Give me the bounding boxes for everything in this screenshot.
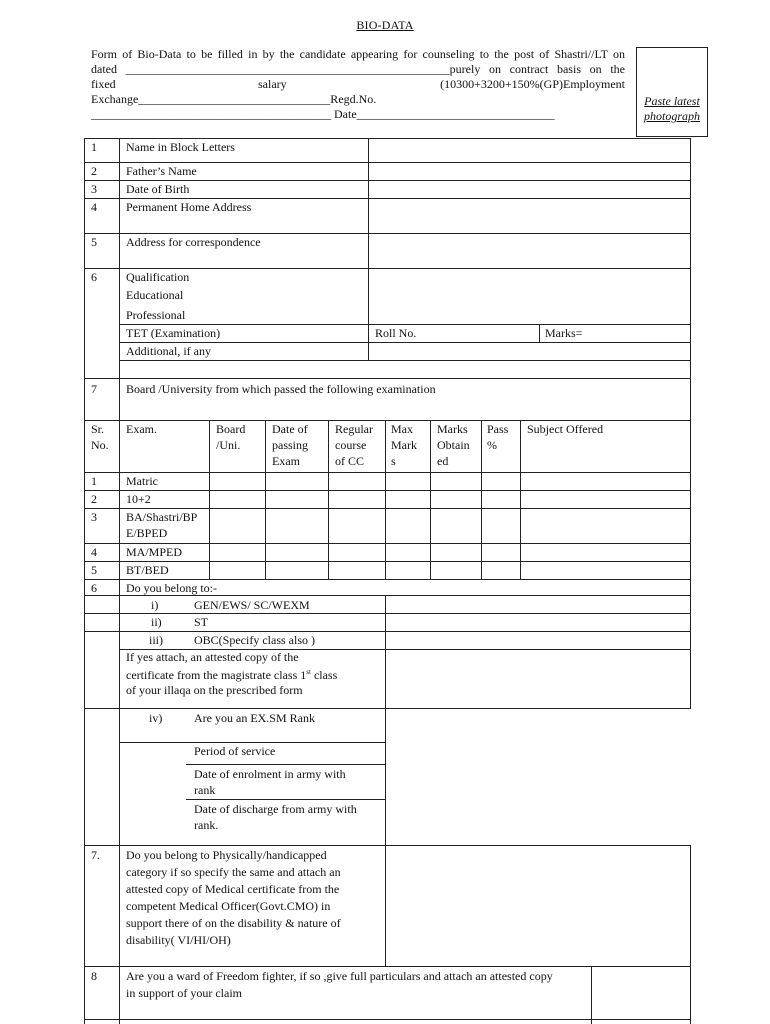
intro-line-2: dated ______________________________________________________purely on contract basis on the bbox=[91, 62, 625, 76]
correspondence-address-field[interactable] bbox=[369, 234, 690, 268]
intro-fixed: fixed bbox=[91, 77, 116, 91]
col-sr-header: Sr. No. bbox=[91, 422, 109, 452]
exam-row-name: BT/BED bbox=[126, 563, 169, 577]
intro-paragraph bbox=[91, 47, 625, 122]
intro-line-4: Exchange________________________________Regd.No. bbox=[91, 92, 377, 106]
tet-label: TET (Examination) bbox=[126, 326, 221, 340]
exsm-number: iv) bbox=[149, 711, 163, 725]
photo-box[interactable] bbox=[636, 47, 708, 137]
dob-label: Date of Birth bbox=[126, 182, 190, 196]
row-2-number: 2 bbox=[91, 164, 97, 178]
additional-label: Additional, if any bbox=[126, 344, 211, 358]
intro-line-1: Form of Bio-Data to be filled in by the candidate appearing for counseling to the post of Shastri//LT on bbox=[91, 47, 625, 61]
freedom-fighter-number: 8 bbox=[91, 969, 97, 983]
category-st-option: ST bbox=[194, 615, 209, 629]
father-name-field[interactable] bbox=[369, 163, 690, 180]
dob-field[interactable] bbox=[369, 181, 690, 198]
col-max-marks-header: Max Mark s bbox=[391, 422, 417, 468]
row-5-number: 5 bbox=[91, 235, 97, 249]
board-university-label: Board /University from which passed the following examination bbox=[126, 382, 436, 396]
intro-pay-scale: (10300+3200+150%(GP)Employment bbox=[440, 77, 625, 91]
col-board-header: Board /Uni. bbox=[216, 422, 246, 452]
category-i-number: i) bbox=[151, 598, 159, 612]
exam-row-number: 2 bbox=[91, 492, 97, 506]
handicap-field[interactable] bbox=[386, 846, 690, 966]
exam-row-name: MA/MPED bbox=[126, 545, 183, 559]
exam-row-number: 5 bbox=[91, 563, 97, 577]
handicap-question: Do you belong to Physically/handicapped category if so specify the same and attach an attested copy of Medical certificate from the competent Medical Officer(Govt.CMO) in support there of on the disability & nature of disability( VI/HI/OH) bbox=[126, 848, 341, 947]
correspondence-address-label: Address for correspondence bbox=[126, 235, 261, 249]
freedom-fighter-field[interactable] bbox=[592, 967, 690, 1019]
exam-row-name: 10+2 bbox=[126, 492, 151, 506]
category-attach-instructions: If yes attach, an attested copy of the certificate from the magistrate class 1st class of your illaqa on the prescribed form bbox=[126, 650, 338, 697]
category-question: Do you belong to:- bbox=[126, 581, 217, 595]
home-address-field[interactable] bbox=[369, 199, 690, 233]
professional-label: Professional bbox=[126, 308, 186, 322]
page-title: BIO-DATA bbox=[356, 18, 414, 32]
educational-label: Educational bbox=[126, 288, 184, 302]
name-field[interactable] bbox=[369, 139, 690, 162]
qualification-field[interactable] bbox=[369, 269, 690, 324]
home-address-label: Permanent Home Address bbox=[126, 200, 252, 214]
exam-row-number: 4 bbox=[91, 545, 97, 559]
handicap-number: 7. bbox=[91, 848, 100, 862]
exam-row-name: Matric bbox=[126, 474, 158, 488]
father-name-label: Father’s Name bbox=[126, 164, 197, 178]
exsm-question: Are you an EX.SM Rank bbox=[194, 711, 315, 725]
col-regular-header: Regular course of CC bbox=[335, 422, 373, 468]
row-4-number: 4 bbox=[91, 200, 97, 214]
intro-line-5: ________________________________________ Date_________________________________ bbox=[91, 107, 555, 121]
enrolment-date-label: Date of enrolment in army with rank bbox=[194, 767, 346, 797]
row-7-number: 7 bbox=[91, 382, 97, 396]
discharge-date-label: Date of discharge from army with rank. bbox=[194, 802, 357, 832]
col-marks-obtained-header: Marks Obtain ed bbox=[437, 422, 470, 468]
photo-label-2: photograph bbox=[643, 109, 700, 123]
exsm-field[interactable] bbox=[386, 709, 690, 845]
name-label: Name in Block Letters bbox=[126, 140, 235, 154]
category-field[interactable] bbox=[386, 596, 690, 708]
freedom-fighter-question: Are you a ward of Freedom fighter, if so ,give full particulars and attach an attested copy in support of your claim bbox=[126, 969, 553, 1000]
photo-label-1: Paste latest bbox=[644, 94, 700, 108]
row-6-number: 6 bbox=[91, 270, 97, 284]
category-iii-number: iii) bbox=[149, 633, 163, 647]
row-1-number: 1 bbox=[91, 140, 97, 154]
category-number: 6 bbox=[91, 581, 97, 595]
period-of-service-label: Period of service bbox=[194, 744, 276, 758]
col-date-header: Date of passing Exam bbox=[272, 422, 308, 468]
tet-roll-no-label: Roll No. bbox=[375, 326, 417, 340]
category-obc-option: OBC(Specify class also ) bbox=[194, 633, 315, 647]
col-pass-percent-header: Pass % bbox=[487, 422, 509, 452]
intro-salary: salary bbox=[258, 77, 287, 91]
tet-marks-label: Marks= bbox=[545, 326, 583, 340]
exam-row-name: BA/Shastri/BP E/BPED bbox=[126, 510, 198, 540]
col-exam-header: Exam. bbox=[126, 422, 157, 436]
intro-line-3 bbox=[91, 77, 625, 92]
exam-row-number: 3 bbox=[91, 510, 97, 524]
category-gen-option: GEN/EWS/ SC/WEXM bbox=[194, 598, 310, 612]
exam-row-number: 1 bbox=[91, 474, 97, 488]
category-ii-number: ii) bbox=[151, 615, 162, 629]
col-subject-header: Subject Offered bbox=[527, 422, 604, 436]
qualification-label: Qualification bbox=[126, 270, 190, 284]
row-3-number: 3 bbox=[91, 182, 97, 196]
